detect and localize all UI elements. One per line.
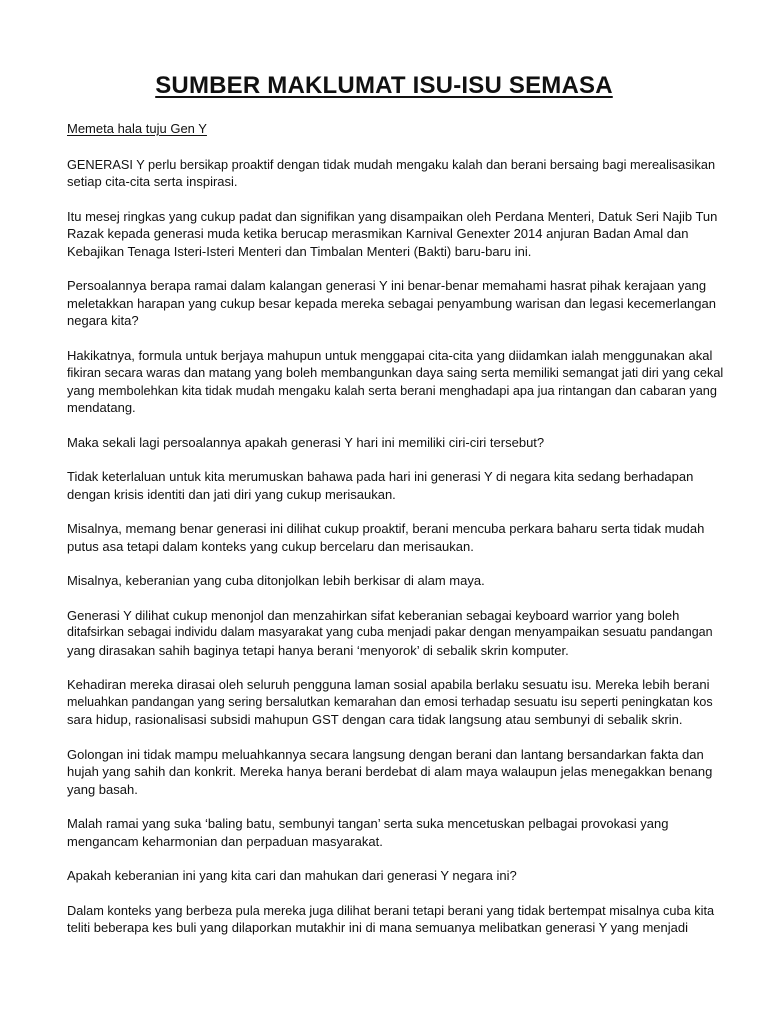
paragraph-list — [67, 156, 723, 937]
paragraph-line: GENERASI Y perlu bersikap proaktif dengan tidak mudah mengaku kalah dan berani bersaing bagi merealisasikan — [67, 156, 716, 172]
paragraph-line: Razak kepada generasi muda ketika berucap merasmikan Karnival Genexter 2014 anjuran Badan Amal dan — [67, 226, 689, 241]
document-body — [67, 120, 723, 954]
paragraph-line: teliti beberapa kes buli yang dilaporkan mutakhir ini di mana semuanya melibatkan generasi Y yang menjadi — [67, 920, 688, 935]
paragraph — [67, 277, 723, 330]
paragraph-line: meletakkan harapan yang cukup besar kepada mereka sebagai penyambung warisan dan legasi kecemerlangan — [67, 295, 716, 311]
paragraph — [67, 815, 723, 850]
paragraph-line: Golongan ini tidak mampu meluahkannya secara langsung dengan berani dan lantang bersandarkan fakta dan — [67, 746, 704, 762]
paragraph-line: Maka sekali lagi persoalannya apakah generasi Y hari ini memiliki ciri-ciri tersebut? — [67, 434, 545, 450]
paragraph-line: dengan krisis identiti dan jati diri yang cukup merisaukan. — [67, 486, 396, 502]
paragraph-line: Malah ramai yang suka ‘baling batu, sembunyi tangan’ serta suka mencetuskan pelbagai provokasi yang — [67, 816, 669, 831]
paragraph — [67, 607, 723, 660]
paragraph-line: setiap cita-cita serta inspirasi. — [67, 174, 238, 189]
paragraph-line: meluahkan pandangan yang sering bersalutkan kemarahan dan emosi terhadap sesuatu isu seperti peningkatan kos — [67, 694, 713, 709]
paragraph-line: Itu mesej ringkas yang cukup padat dan signifikan yang disampaikan oleh Perdana Menteri, Datuk Seri Najib Tun — [67, 208, 718, 224]
paragraph-line: putus asa tetapi dalam konteks yang cukup bercelaru dan merisaukan. — [67, 538, 474, 554]
paragraph — [67, 520, 723, 555]
paragraph — [67, 746, 723, 799]
paragraph-line: sara hidup, rasionalisasi subsidi mahupun GST dengan cara tidak langsung atau sembunyi di sebalik skrin. — [67, 712, 683, 727]
paragraph — [67, 867, 723, 885]
paragraph-line: yang membolehkan kita tidak mudah mengaku kalah serta berani menghadapi apa jua rintangan dan cabaran yang — [67, 382, 717, 398]
paragraph-line: Misalnya, memang benar generasi ini dilihat cukup proaktif, berani mencuba perkara baharu serta tidak mudah — [67, 521, 705, 536]
paragraph-line: Persoalannya berapa ramai dalam kalangan generasi Y ini benar-benar memahami hasrat pihak kerajaan yang — [67, 278, 707, 293]
document-title: SUMBER MAKLUMAT ISU-ISU SEMASA — [155, 72, 613, 99]
paragraph-line: Misalnya, keberanian yang cuba ditonjolkan lebih berkisar di alam maya. — [67, 573, 485, 588]
paragraph-line: Kehadiran mereka dirasai oleh seluruh pengguna laman sosial apabila berlaku sesuatu isu. Mereka lebih berani — [67, 677, 710, 692]
paragraph-line: mendatang. — [67, 400, 136, 415]
paragraph-line: Tidak keterlaluan untuk kita merumuskan bahawa pada hari ini generasi Y di negara kita sedang berhadapan — [67, 469, 694, 484]
paragraph-line: Generasi Y dilihat cukup menonjol dan menzahirkan sifat keberanian sebagai keyboard warrior yang boleh — [67, 607, 680, 623]
paragraph-line: mengancam keharmonian dan perpaduan masyarakat. — [67, 833, 383, 849]
paragraph — [67, 902, 723, 937]
paragraph — [67, 347, 723, 417]
paragraph-line: ditafsirkan sebagai individu dalam masyarakat yang cuba menjadi pakar dengan menyampaikan sesuatu pandangan — [67, 625, 713, 639]
paragraph-line: yang dirasakan sahih baginya tetapi hanya berani ‘menyorok’ di sebalik skrin komputer. — [67, 642, 569, 658]
paragraph-line: hujah yang sahih dan konkrit. Mereka hanya berani berdebat di alam maya walaupun jelas menegakkan benang — [67, 764, 713, 779]
paragraph — [67, 468, 723, 503]
paragraph — [67, 572, 723, 590]
paragraph — [67, 208, 723, 261]
paragraph-line: negara kita? — [67, 313, 139, 328]
paragraph-line: Kebajikan Tenaga Isteri-Isteri Menteri dan Timbalan Menteri (Bakti) baru-baru ini. — [67, 243, 532, 259]
paragraph — [67, 434, 723, 452]
paragraph-line: yang basah. — [67, 781, 138, 797]
paragraph-line: fikiran secara waras dan matang yang boleh membangunkan daya saing serta memiliki semangat jati diri yang cekal — [67, 365, 724, 380]
paragraph-line: Dalam konteks yang berbeza pula mereka juga dilihat berani tetapi berani yang tidak bertempat misalnya cuba kita — [67, 902, 715, 918]
paragraph — [67, 156, 723, 191]
paragraph-line: Apakah keberanian ini yang kita cari dan mahukan dari generasi Y negara ini? — [67, 868, 517, 883]
paragraph-line: Hakikatnya, formula untuk berjaya mahupun untuk menggapai cita-cita yang diidamkan ialah menggunakan akal — [67, 347, 713, 363]
article-subheading: Memeta hala tuju Gen Y — [67, 121, 207, 136]
paragraph — [67, 676, 723, 729]
